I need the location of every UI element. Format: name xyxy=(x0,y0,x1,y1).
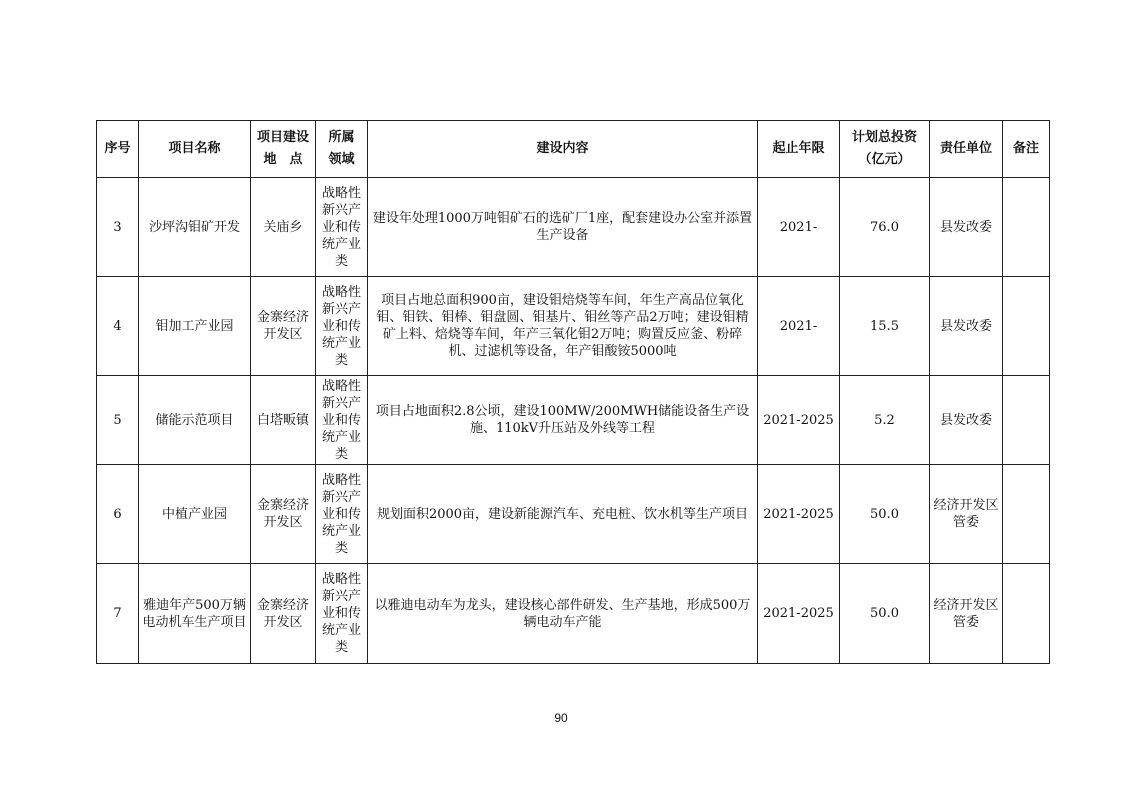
cell-content: 规划面积2000亩，建设新能源汽车、充电桩、饮水机等生产项目 xyxy=(368,465,758,564)
cell-content: 项目占地总面积900亩，建设钼焙烧等车间，年生产高品位氧化钼、钼铁、钼棒、钼盘圆、钼基片、钼丝等产品2万吨；建设钼精矿上料、焙烧等车间，年产三氧化钼2万吨；购置反应釜、粉碎机、过滤机等设备，年产钼酸铵5000吨 xyxy=(368,277,758,376)
header-seq: 序号 xyxy=(97,121,139,178)
cell-location: 关庙乡 xyxy=(251,178,316,277)
cell-investment: 15.5 xyxy=(840,277,930,376)
cell-period: 2021-2025 xyxy=(758,564,840,664)
table-header-row xyxy=(97,121,1050,178)
cell-content: 以雅迪电动车为龙头，建设核心部件研发、生产基地，形成500万辆电动车产能 xyxy=(368,564,758,664)
cell-seq: 3 xyxy=(97,178,139,277)
cell-seq: 6 xyxy=(97,465,139,564)
cell-domain: 战略性新兴产业和传统产业类 xyxy=(316,376,368,465)
cell-name: 中植产业园 xyxy=(139,465,251,564)
cell-unit: 经济开发区管委 xyxy=(930,564,1003,664)
cell-unit: 县发改委 xyxy=(930,376,1003,465)
table-row xyxy=(97,277,1050,376)
cell-location: 金寨经济开发区 xyxy=(251,277,316,376)
header-remark: 备注 xyxy=(1003,121,1050,178)
cell-period: 2021-2025 xyxy=(758,465,840,564)
cell-remark xyxy=(1003,465,1050,564)
cell-unit: 县发改委 xyxy=(930,277,1003,376)
cell-remark xyxy=(1003,178,1050,277)
cell-domain: 战略性新兴产业和传统产业类 xyxy=(316,564,368,664)
cell-seq: 7 xyxy=(97,564,139,664)
cell-period: 2021- xyxy=(758,277,840,376)
cell-name: 储能示范项目 xyxy=(139,376,251,465)
cell-location: 白塔畈镇 xyxy=(251,376,316,465)
table-row xyxy=(97,178,1050,277)
cell-location: 金寨经济开发区 xyxy=(251,564,316,664)
cell-investment: 5.2 xyxy=(840,376,930,465)
cell-domain: 战略性新兴产业和传统产业类 xyxy=(316,277,368,376)
header-investment: 计划总投资 （亿元） xyxy=(840,121,930,178)
cell-name: 雅迪年产500万辆电动机车生产项目 xyxy=(139,564,251,664)
table-row xyxy=(97,465,1050,564)
projects-table xyxy=(96,120,1050,664)
header-location: 项目建设 地 点 xyxy=(251,121,316,178)
header-domain: 所属 领域 xyxy=(316,121,368,178)
cell-name: 沙坪沟钼矿开发 xyxy=(139,178,251,277)
cell-content: 项目占地面积2.8公顷，建设100MW/200MWH储能设备生产设施、110kV升压站及外线等工程 xyxy=(368,376,758,465)
cell-domain: 战略性新兴产业和传统产业类 xyxy=(316,178,368,277)
header-name: 项目名称 xyxy=(139,121,251,178)
cell-seq: 5 xyxy=(97,376,139,465)
table-row xyxy=(97,376,1050,465)
header-period: 起止年限 xyxy=(758,121,840,178)
header-unit: 责任单位 xyxy=(930,121,1003,178)
cell-remark xyxy=(1003,277,1050,376)
cell-remark xyxy=(1003,564,1050,664)
page-number: 90 xyxy=(554,711,568,725)
cell-unit: 县发改委 xyxy=(930,178,1003,277)
cell-investment: 50.0 xyxy=(840,465,930,564)
cell-investment: 76.0 xyxy=(840,178,930,277)
cell-name: 钼加工产业园 xyxy=(139,277,251,376)
cell-seq: 4 xyxy=(97,277,139,376)
cell-domain: 战略性新兴产业和传统产业类 xyxy=(316,465,368,564)
cell-location: 金寨经济开发区 xyxy=(251,465,316,564)
cell-remark xyxy=(1003,376,1050,465)
cell-investment: 50.0 xyxy=(840,564,930,664)
cell-content: 建设年处理1000万吨钼矿石的选矿厂1座，配套建设办公室并添置生产设备 xyxy=(368,178,758,277)
table-row xyxy=(97,564,1050,664)
header-content: 建设内容 xyxy=(368,121,758,178)
cell-period: 2021- xyxy=(758,178,840,277)
cell-period: 2021-2025 xyxy=(758,376,840,465)
cell-unit: 经济开发区管委 xyxy=(930,465,1003,564)
